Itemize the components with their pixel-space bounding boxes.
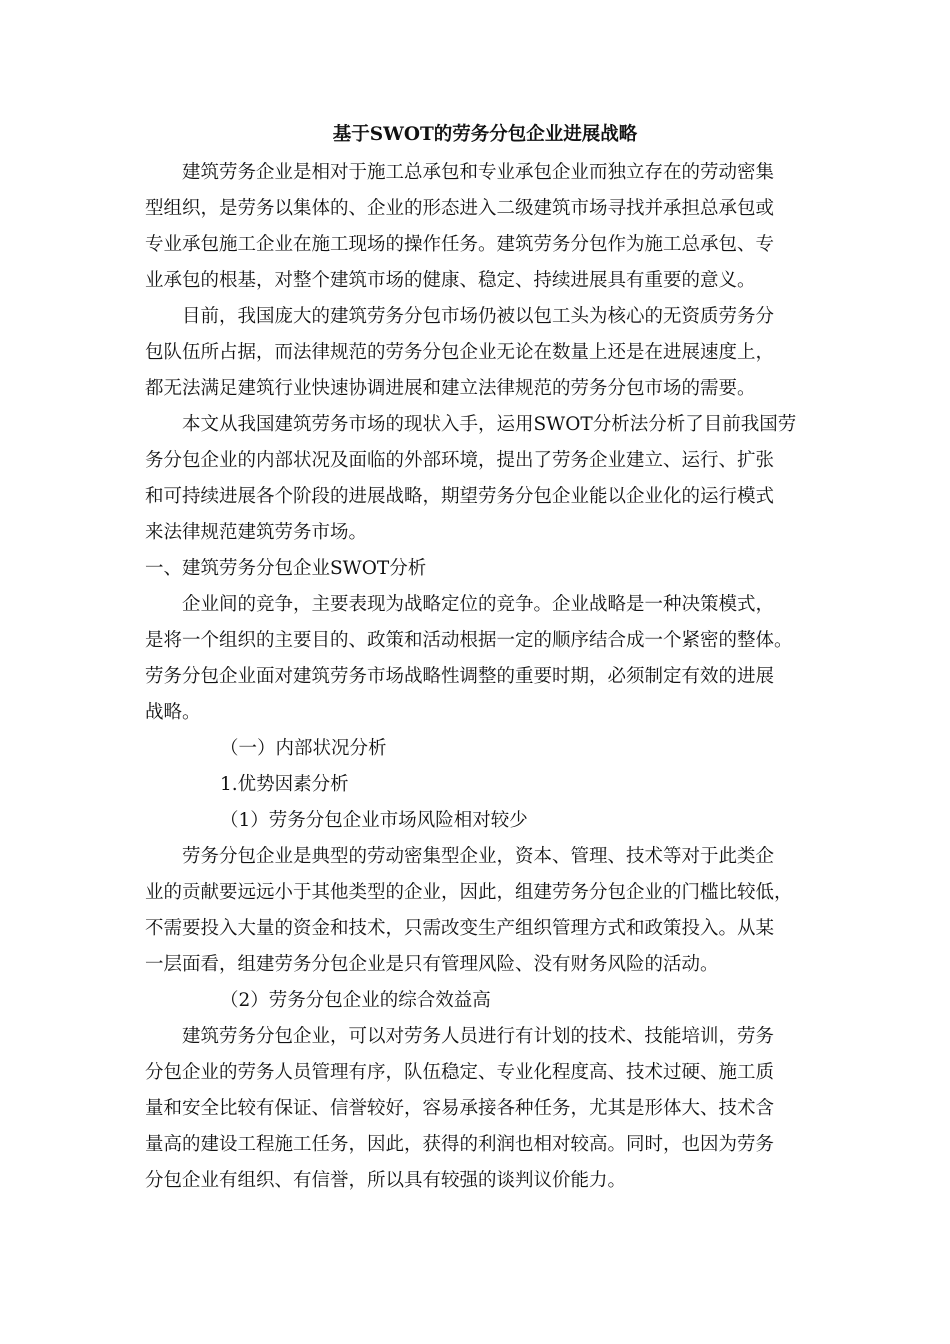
text-line: 量和安全比较有保证、信誉较好，容易承接各种任务，尤其是形体大、技术含 [145,1098,775,1119]
item-heading-2 [145,983,825,1019]
section-heading-text: 一、建筑劳务分包企业SWOT分析 [145,558,427,579]
paragraph-intro-3 [145,407,825,551]
document-title: 基于SWOT的劳务分包企业进展战略 [332,124,638,145]
subheading-text: （一）内部状况分析 [220,738,387,759]
text-line: 专业承包施工企业在施工现场的操作任务。建筑劳务分包作为施工总承包、专 [145,234,775,255]
text-line: 是将一个组织的主要目的、政策和活动根据一定的顺序结合成一个紧密的整体。 [145,630,793,651]
text-line: 分包企业的劳务人员管理有序，队伍稳定、专业化程度高、技术过硬、施工质 [145,1062,775,1083]
document-page [145,115,825,1199]
text-line: 分包企业有组织、有信誉，所以具有较强的谈判议价能力。 [145,1170,627,1191]
text-line: 和可持续进展各个阶段的进展战略，期望劳务分包企业能以企业化的运行模式 [145,486,775,507]
item-heading-text: （1）劳务分包企业市场风险相对较少 [220,810,528,831]
text-line: 不需要投入大量的资金和技术，只需改变生产组织管理方式和政策投入。从某 [145,918,775,939]
text-line: 本文从我国建筑劳务市场的现状入手，运用SWOT分析法分析了目前我国劳 [182,414,797,435]
paragraph-intro-1 [145,155,825,299]
paragraph-item-1 [145,839,825,983]
text-line: 企业间的竞争，主要表现为战略定位的竞争。企业战略是一种决策模式， [182,594,775,615]
text-line: 建筑劳务分包企业，可以对劳务人员进行有计划的技术、技能培训，劳务 [182,1026,775,1047]
text-line: 务分包企业的内部状况及面临的外部环境，提出了劳务企业建立、运行、扩张 [145,450,775,471]
subheading-internal-analysis [145,731,825,767]
text-line: 业承包的根基，对整个建筑市场的健康、稳定、持续进展具有重要的意义。 [145,270,756,291]
item-heading-1 [145,803,825,839]
subheading-advantage-analysis [145,767,825,803]
text-line: 一层面看，组建劳务分包企业是只有管理风险、没有财务风险的活动。 [145,954,719,975]
section-heading-1 [145,551,825,587]
text-line: 量高的建设工程施工任务，因此，获得的利润也相对较高。同时，也因为劳务 [145,1134,775,1155]
text-line: 都无法满足建筑行业快速协调进展和建立法律规范的劳务分包市场的需要。 [145,378,756,399]
paragraph-item-2 [145,1019,825,1199]
text-line: 包队伍所占据，而法律规范的劳务分包企业无论在数量上还是在进展速度上， [145,342,775,363]
text-line: 型组织，是劳务以集体的、企业的形态进入二级建筑市场寻找并承担总承包或 [145,198,775,219]
text-line: 目前，我国庞大的建筑劳务分包市场仍被以包工头为核心的无资质劳务分 [182,306,775,327]
subheading-text: 1.优势因素分析 [220,774,349,795]
paragraph-section-1 [145,587,825,731]
paragraph-intro-2 [145,299,825,407]
text-line: 来法律规范建筑劳务市场。 [145,522,368,543]
text-line: 战略。 [145,702,201,723]
text-line: 劳务分包企业是典型的劳动密集型企业，资本、管理、技术等对于此类企 [182,846,775,867]
text-line: 建筑劳务企业是相对于施工总承包和专业承包企业而独立存在的劳动密集 [182,162,775,183]
text-line: 劳务分包企业面对建筑劳务市场战略性调整的重要时期，必须制定有效的进展 [145,666,775,687]
text-line: 业的贡献要远远小于其他类型的企业，因此，组建劳务分包企业的门槛比较低， [145,882,793,903]
item-heading-text: （2）劳务分包企业的综合效益高 [220,990,491,1011]
